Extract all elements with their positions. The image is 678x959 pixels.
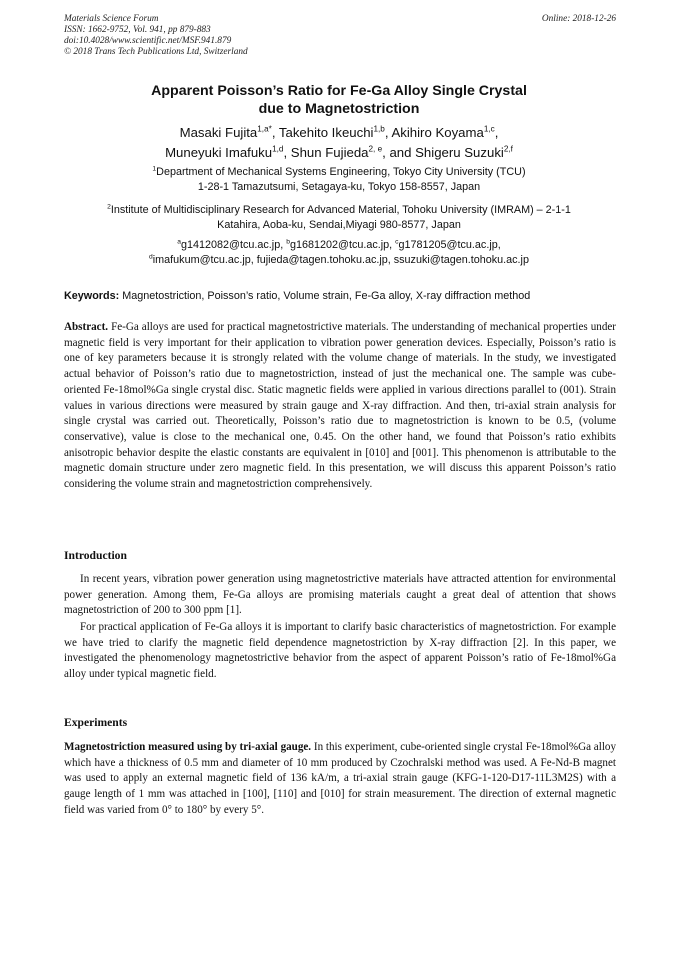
paper-title [0,82,678,118]
affiliation-1-line-1: Department of Mechanical Systems Engineering, Tokyo City University (TCU) [156,166,526,178]
email-d: imafukum@tcu.ac.jp, fujieda@tagen.tohoku.ac.jp, ssuzuki@tagen.tohoku.ac.jp [152,254,529,266]
email-sup: d [149,253,153,261]
author-list [0,123,678,163]
author-name: Muneyuki Imafuku [165,145,273,160]
keywords-text: Magnetostriction, Poisson’s ratio, Volume strain, Fe-Ga alloy, X-ray diffraction method [119,290,531,302]
abstract-label: Abstract. [64,321,109,333]
author-affil-sup: 1,d [272,144,284,154]
journal-doi: doi:10.4028/www.scientific.net/MSF.941.879 [64,36,232,46]
email-b: g1681202@tcu.ac.jp, [289,239,396,251]
title-line-1: Apparent Poisson’s Ratio for Fe-Ga Alloy Single Crystal [151,83,527,99]
email-c: g1781205@tcu.ac.jp, [398,239,501,251]
author-line-1 [0,123,678,143]
author-line-2 [0,143,678,163]
author-separator: , [384,125,392,140]
author-affil-sup: 1,a* [257,124,272,134]
author-name: Shun Fujieda [290,145,369,160]
affiliation-2 [50,203,628,233]
email-a: g1412082@tcu.ac.jp, [181,239,287,251]
journal-issn: ISSN: 1662-9752, Vol. 941, pp 879-883 [64,25,211,35]
email-sup: c [395,238,399,246]
abstract [64,320,616,493]
affiliation-1-line-2: 1-28-1 Tamazutsumi, Setagaya-ku, Tokyo 158-8557, Japan [197,181,481,193]
author-affil-sup: 2, e [368,144,383,154]
keywords-label: Keywords: [64,290,120,302]
affiliation-number: 2 [107,203,111,211]
online-date: Online: 2018-12-26 [541,14,616,24]
email-sup: b [286,238,290,246]
introduction-paragraph-1: In recent years, vibration power generation using magnetostrictive materials have attracted attention for environmental power generation. Among them, Fe-Ga alloys are promising materials caught a great deal of attention that shows magnetostriction of 200 to 300 ppm [1]. [64,573,616,617]
journal-header [64,14,616,58]
author-name: Shigeru Suzuki [415,145,504,160]
author-emails [40,238,638,268]
journal-copyright: © 2018 Trans Tech Publications Ltd, Switzerland [64,47,248,57]
author-name: Masaki Fujita [179,125,258,140]
affiliation-number: 1 [152,165,157,173]
introduction-paragraph-2: For practical application of Fe-Ga alloys it is important to clarify basic characteristics of magnetostriction. For example we have tried to clarify the magnetic field dependence magnetostriction by X-ray diffraction [2]. In this paper, we investigated the phenomenology magnetostrictive behavior from the aspect of apparent Poisson’s ratio of Fe-18mol%Ga alloy under typical magnetic field. [64,621,616,681]
title-line-2: due to Magnetostriction [258,101,420,117]
author-separator: , [271,125,279,140]
experiments-text: In this experiment, cube-oriented single crystal Fe-18mol%Ga alloy which have a thickness of 0.5 mm and diameter of 10 mm produced by Czochralski method was used. A Fe-Nd-B magnet was used to apply an external magnetic field of 136 kA/m, a tri-axial strain gauge (KFG-1-120-D17-11L3M2S) with a gauge length of 1 mm was attached in [100], [110] and [010] for strain measurement. The direction of external magnetic field was varied from 0° to 180° by every 5°. [64,741,616,816]
author-separator: , [283,145,291,160]
email-sup: a [177,238,181,246]
experiments-paragraph [64,740,616,819]
experiments-lead: Magnetostriction measured using by tri-axial gauge. [64,741,312,753]
author-affil-sup: 2,f [503,144,513,154]
author-affil-sup: 1,b [373,124,385,134]
affiliation-1 [50,165,628,195]
keywords [64,289,616,303]
author-name: Takehito Ikeuchi [278,125,374,140]
experiments-heading: Experiments [64,716,128,729]
author-separator: , [494,125,499,140]
introduction-heading: Introduction [64,549,127,562]
author-affil-sup: 1,c [483,124,495,134]
author-name: Akihiro Koyama [391,125,484,140]
affiliation-2-line-2: Katahira, Aoba-ku, Sendai,Miyagi 980-8577, Japan [217,219,461,231]
abstract-text: Fe-Ga alloys are used for practical magnetostrictive materials. The understanding of mechanical properties under magnetic field is very important for their application to vibration power generation devices. Especially, Poisson’s ratio is one of key parameters because it is strongly related with the volume change of materials. In the study, we investigated actual behavior of Poisson’s ratio due to magnetostriction, instead of just the mechanical one. The sample was cube-oriented Fe-18mol%Ga single crystal disc. Static magnetic fields were applied in various directions parallel to (001). Strain values in various directions were measured by strain gauge and X-ray diffraction. And then, tri-axial strain analysis for single crystal was carried out. Theoretically, Poisson’s ratio due to magnetostriction is known to be 0.5, (volume conservative), value is close to the mechanical one, 0.45. On the other hand, we found that Poisson’s ratio exhibits anisotropic behavior despite the elastic constants are equivalent in [010] and [001]. This phenomenon is attributable to the magnetic domain structure under zero magnetic field. In this presentation, we will discuss this apparent Poisson’s ratio considering the volume strain and magnetostriction comprehensively. [64,321,616,491]
journal-name: Materials Science Forum [64,14,159,24]
author-separator: , and [382,145,416,160]
affiliation-2-line-1: Institute of Multidisciplinary Research for Advanced Material, Tohoku University (IMRAM) – 2-1-1 [110,204,571,216]
